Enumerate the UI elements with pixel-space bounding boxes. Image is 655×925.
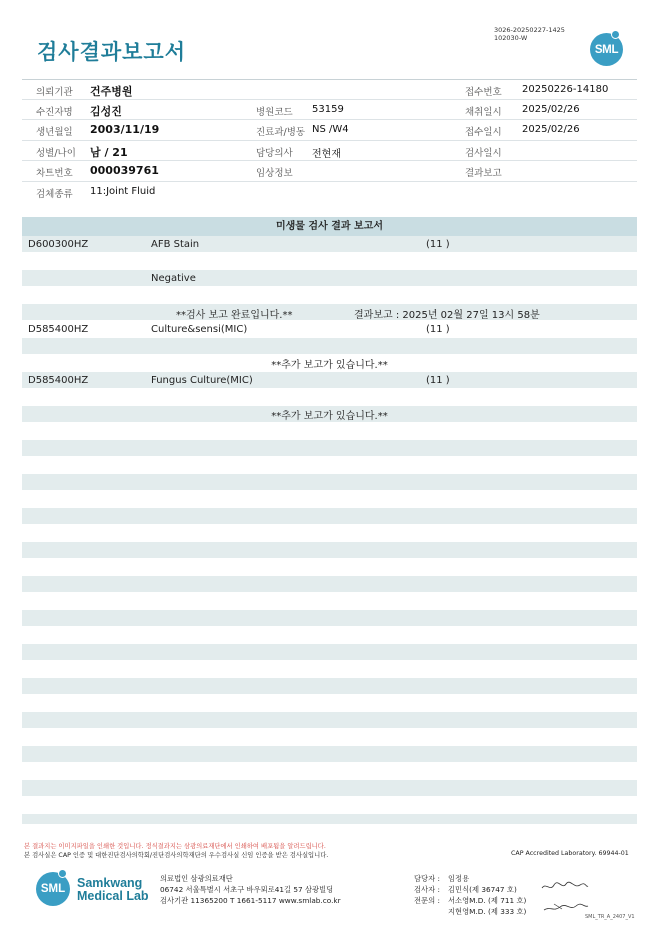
info-value: NS /W4: [312, 124, 349, 135]
info-label: 병원코드: [256, 106, 293, 118]
info-value: 전현재: [312, 148, 341, 160]
lab-address: 의료법인 삼광의료재단 06742 서울특별시 서초구 바우뫼로41길 57 삼광빌딩 검사기관 11365200 T 1661-5117 www.smlab.co.kr: [160, 874, 341, 905]
result-stripes: [22, 236, 637, 824]
additional-report-note: **추가 보고가 있습니다.**: [271, 360, 388, 371]
info-label: 차트번호: [36, 168, 73, 179]
info-label: 접수번호: [465, 87, 502, 98]
test-count: (11 ): [426, 239, 450, 250]
test-code: D585400HZ: [28, 324, 89, 335]
test-name: AFB Stain: [151, 239, 200, 250]
test-code: D585400HZ: [28, 375, 89, 386]
report-complete-note: **검사 보고 완료입니다.**: [176, 310, 293, 321]
accreditation-notice: 본 검사실은 CAP 인증 및 대한진단검사의학회/진단검사의학재단의 우수검사실 신임 인증을 받은 검사실입니다.: [24, 852, 329, 859]
patient-info-table: [22, 79, 637, 202]
info-label: 검체종류: [36, 188, 73, 200]
info-row: [22, 79, 637, 100]
print-notice: 본 결과지는 이미지파일을 인쇄한 것입니다. 정식결과지는 삼광의료재단에서 인쇄하여 배포됨을 알려드립니다.: [24, 843, 326, 850]
brand-name: Samkwang Medical Lab: [77, 876, 149, 903]
info-label: 진료과/병동: [256, 127, 306, 138]
page-title: 검사결과보고서: [37, 40, 187, 64]
info-label: 담당의사: [256, 147, 293, 159]
info-label: 임상정보: [256, 168, 293, 179]
test-count: (11 ): [426, 375, 450, 386]
info-value: 2025/02/26: [522, 103, 580, 115]
info-label: 채취일시: [465, 106, 502, 118]
test-count: (11 ): [426, 324, 450, 335]
info-row: [22, 100, 637, 121]
info-value: 2003/11/19: [90, 123, 160, 136]
document-code: 3026-20250227-1425 102030-W: [494, 26, 565, 42]
test-code: D600300HZ: [28, 239, 89, 250]
info-label: 접수일시: [465, 127, 502, 138]
info-label: 생년월일: [36, 127, 73, 138]
info-value: 2025/02/26: [522, 124, 580, 135]
info-value: 김성진: [90, 104, 122, 118]
info-value: 11:Joint Fluid: [90, 185, 156, 197]
info-label: 수진자명: [36, 106, 73, 118]
info-row: [22, 141, 637, 162]
test-result: Negative: [151, 273, 196, 284]
test-name: Culture&sensi(MIC): [151, 324, 248, 335]
info-value: 000039761: [90, 164, 159, 177]
info-value: 20250226-14180: [522, 84, 609, 95]
report-time: 결과보고 : 2025년 02월 27일 13시 58분: [354, 310, 540, 321]
sml-logo-icon: SML: [590, 33, 623, 66]
info-label: 의뢰기관: [36, 87, 73, 98]
form-code: SML_TR_A_2407_V1: [585, 914, 635, 920]
additional-report-note: **추가 보고가 있습니다.**: [271, 411, 388, 422]
signature-icon: [540, 876, 590, 916]
staff-list: 담당자 : 임정용 검사자 : 김민식(제 36747 호) 전문의 : 서소영M.D. (제 711 호) 지현영M.D. (제 333 호): [414, 874, 527, 916]
section-title: 미생물 검사 결과 보고서: [22, 217, 637, 236]
info-value: 건주병원: [90, 85, 133, 98]
info-value: 53159: [312, 103, 344, 115]
sml-footer-logo-icon: SML: [36, 872, 70, 906]
info-value: 남 / 21: [90, 145, 128, 159]
info-label: 성별/나이: [36, 147, 76, 159]
test-name: Fungus Culture(MIC): [151, 375, 253, 386]
info-label: 결과보고: [465, 168, 502, 179]
info-row: [22, 182, 637, 203]
cap-accreditation: CAP Accredited Laboratory. 69944-01: [511, 850, 629, 857]
info-row: [22, 120, 637, 141]
info-row: [22, 161, 637, 182]
info-label: 검사일시: [465, 147, 502, 159]
